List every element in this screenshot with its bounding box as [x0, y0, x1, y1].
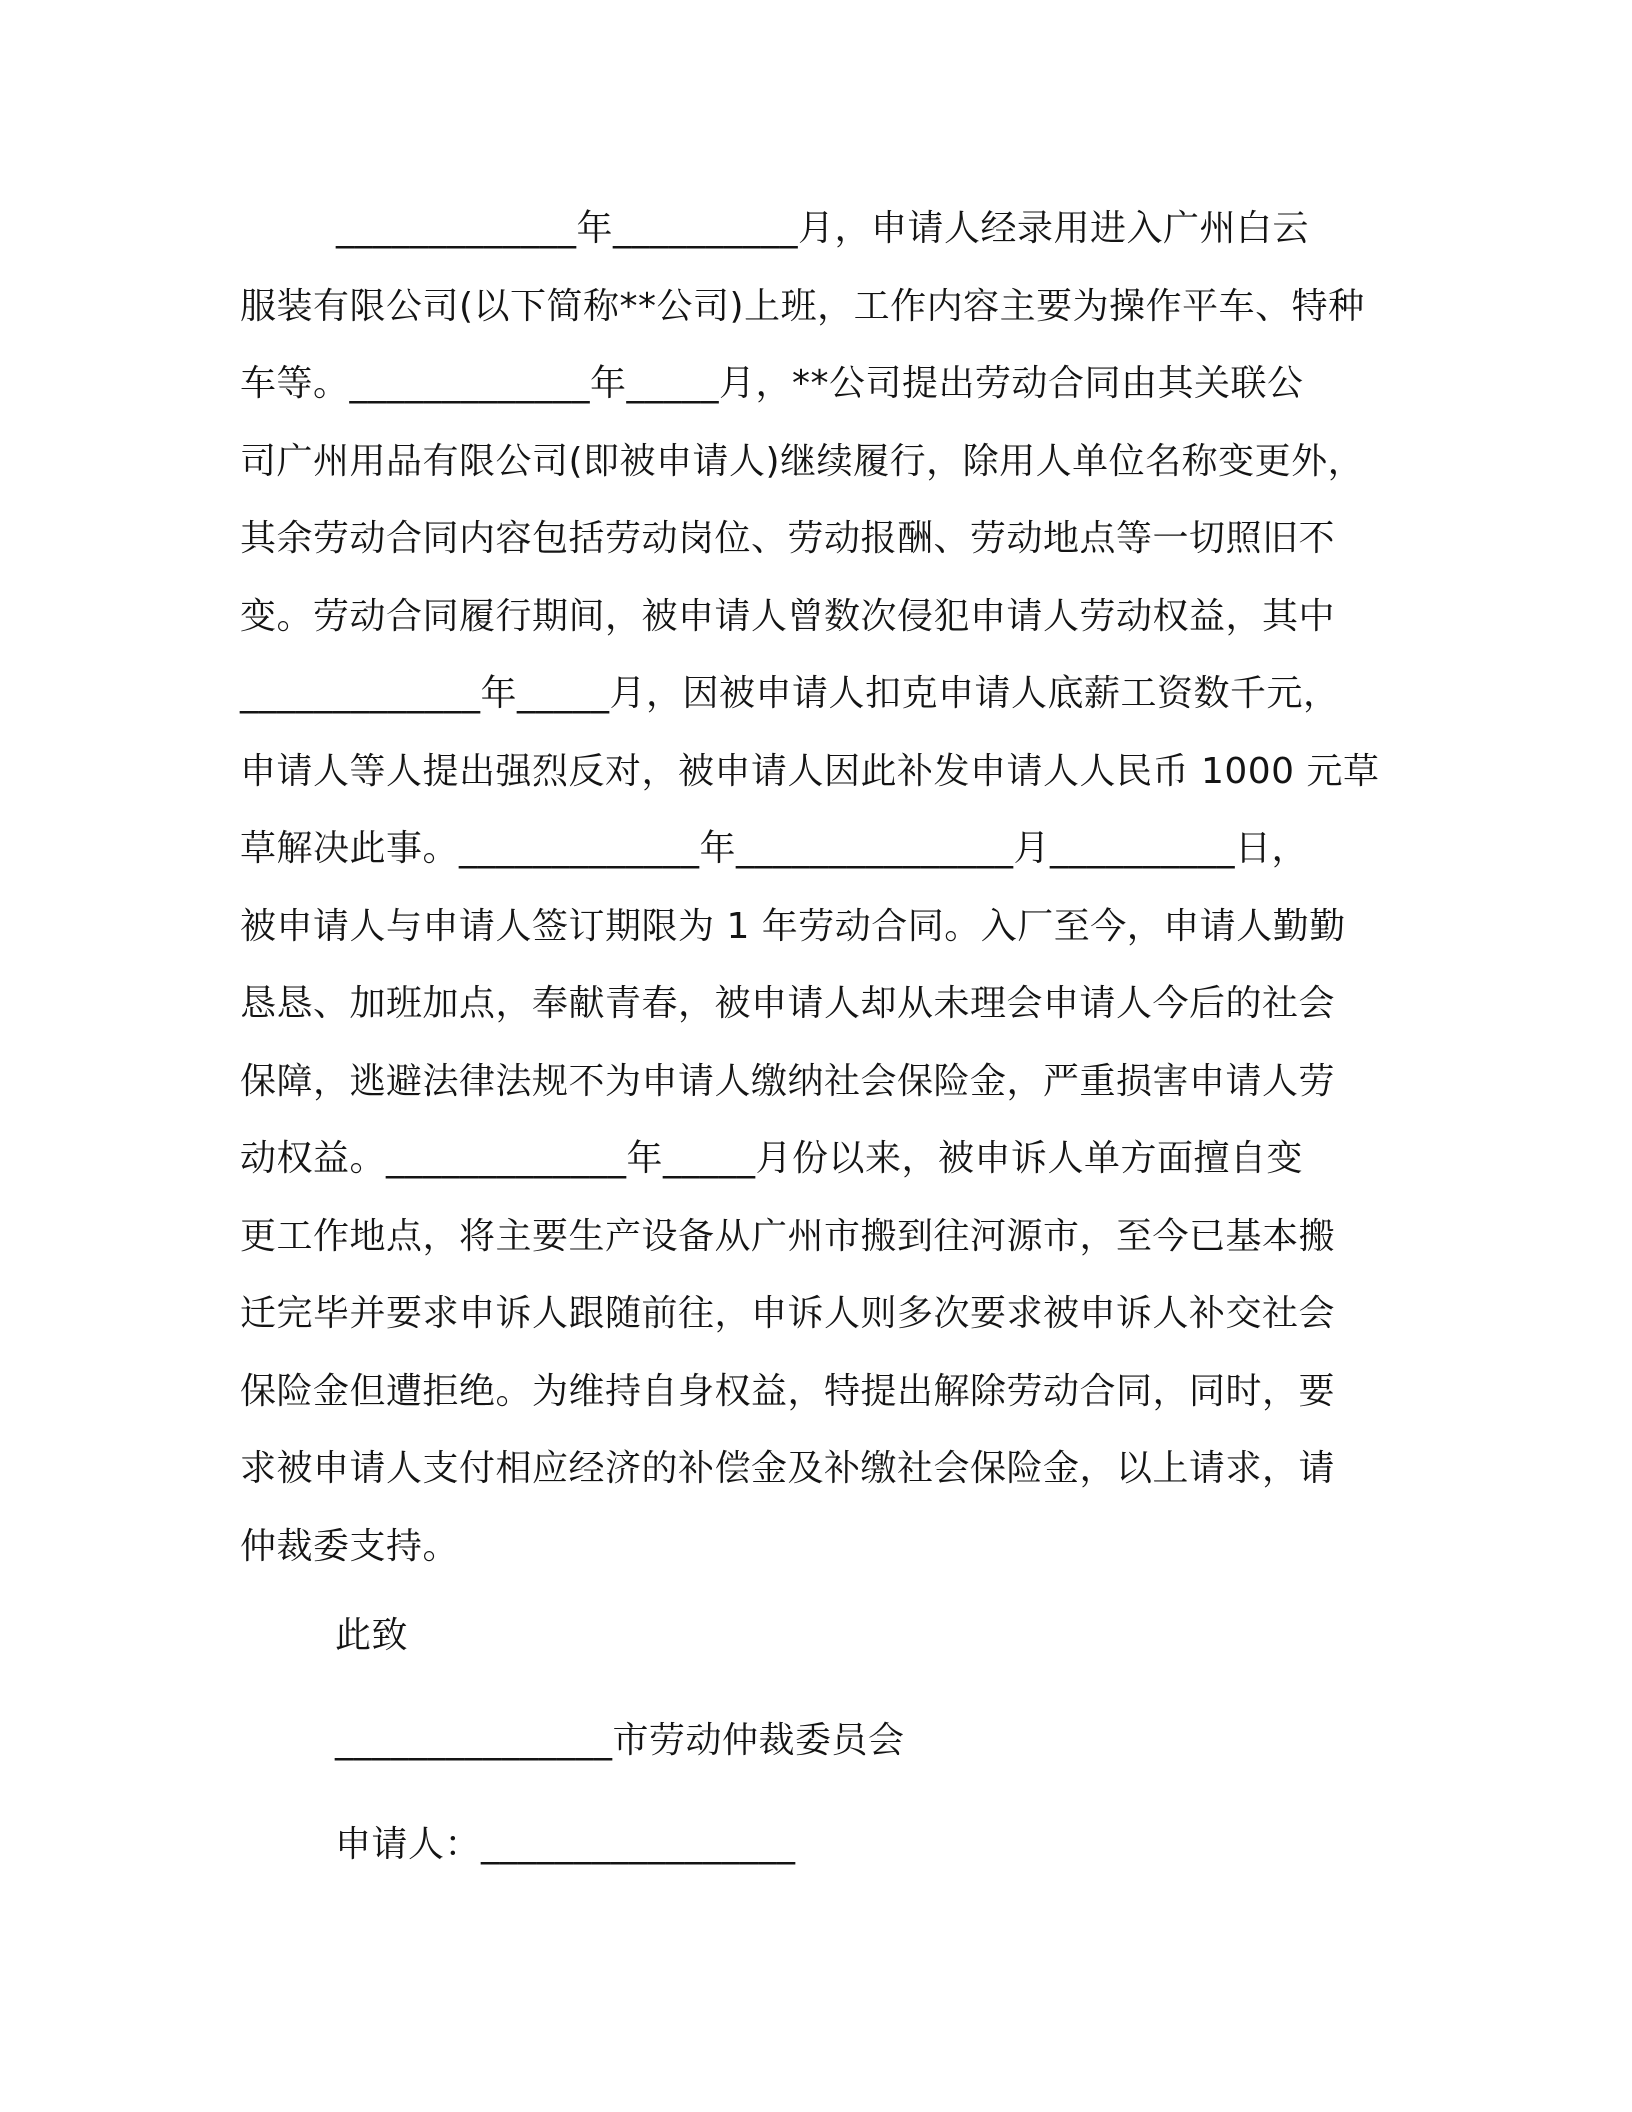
- body-line-8: 申请人等人提出强烈反对，被申请人因此补发申请人人民币 1000 元草: [240, 750, 1380, 792]
- body-line-5: 其余劳动合同内容包括劳动岗位、劳动报酬、劳动地点等一切照旧不: [240, 518, 1336, 559]
- body-line-9: 草解决此事。_____________年_______________月__________日，: [240, 828, 1309, 869]
- body-line-17: 求被申请人支付相应经济的补偿金及补缴社会保险金，以上请求，请: [240, 1448, 1336, 1489]
- applicant-signature-line: 申请人：_________________: [335, 1824, 796, 1865]
- body-line-15: 迁完毕并要求申诉人跟随前往，申诉人则多次要求被申诉人补交社会: [240, 1293, 1336, 1334]
- body-line-7: _____________年_____月，因被申请人扣克申请人底薪工资数千元，: [240, 673, 1340, 714]
- body-line-3: 车等。_____________年_____月，**公司提出劳动合同由其关联公: [240, 363, 1304, 404]
- body-line-18: 仲裁委支持。: [240, 1525, 460, 1567]
- closing-salutation: 此致: [335, 1615, 409, 1656]
- body-line-14: 更工作地点，将主要生产设备从广州市搬到往河源市，至今已基本搬: [240, 1215, 1336, 1257]
- body-line-16: 保险金但遭拒绝。为维持自身权益，特提出解除劳动合同，同时，要: [240, 1370, 1336, 1412]
- closing-recipient: _______________市劳动仲裁委员会: [335, 1720, 905, 1761]
- body-line-2: 服装有限公司(以下简称**公司)上班，工作内容主要为操作平车、特种: [240, 285, 1365, 327]
- body-line-12: 保障，逃避法律法规不为申请人缴纳社会保险金，严重损害申请人劳: [240, 1060, 1336, 1102]
- body-line-13: 动权益。_____________年_____月份以来，被申诉人单方面擅自变: [240, 1138, 1304, 1179]
- body-line-10: 被申请人与申请人签订期限为 1 年劳动合同。入厂至今，申请人勤勤: [240, 905, 1346, 947]
- body-line-6: 变。劳动合同履行期间，被申请人曾数次侵犯申请人劳动权益，其中: [240, 595, 1336, 637]
- body-line-1: _____________年__________月，申请人经录用进入广州白云: [336, 208, 1310, 249]
- body-line-11: 恳恳、加班加点，奉献青春，被申请人却从未理会申请人今后的社会: [240, 983, 1336, 1024]
- complaint-body: [240, 190, 1390, 1585]
- body-line-4: 司广州用品有限公司(即被申请人)继续履行，除用人单位名称变更外，: [240, 440, 1365, 482]
